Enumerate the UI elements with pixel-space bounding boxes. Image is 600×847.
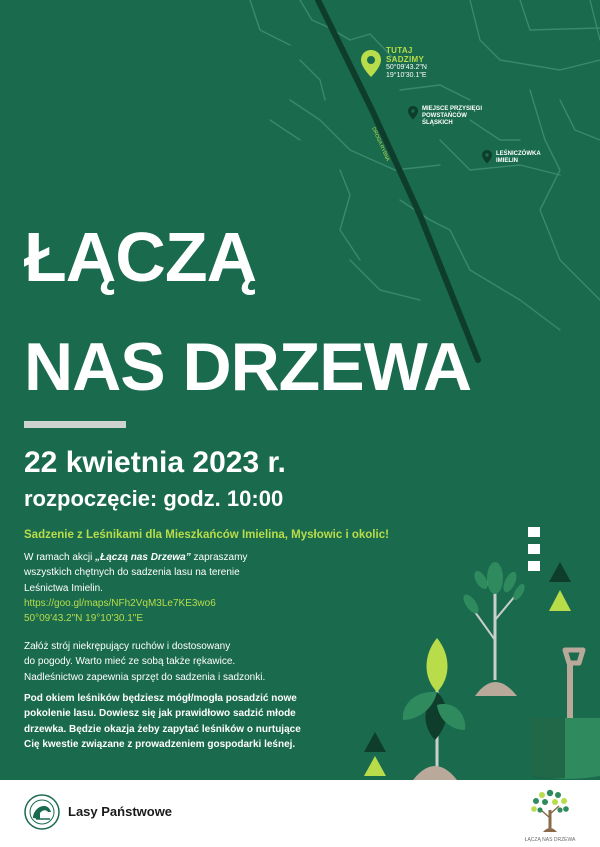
- triangle-decoration: [549, 562, 571, 582]
- event-date: 22 kwietnia 2023 r.: [24, 446, 286, 479]
- planting-illustration: [355, 520, 600, 780]
- title-divider: [24, 421, 126, 428]
- org-name: Lasy Państwowe: [68, 804, 173, 819]
- maps-link[interactable]: https://goo.gl/maps/NFh2VqM3Le7KE3wo6: [24, 597, 216, 609]
- pin-2-line: POWSTAŃCÓW: [422, 112, 467, 119]
- leaf-icon: [403, 638, 465, 780]
- p3-line: pokolenie lasu. Dowiesz się jak prawidłowo sadzić młode: [24, 708, 296, 720]
- p3-line: Pod okiem leśników będziesz mógł/mogła posadzić nowe: [24, 693, 297, 704]
- pin-2-label: [422, 106, 482, 127]
- headline-line-1: ŁĄCZĄ: [24, 218, 257, 296]
- footer: [0, 780, 600, 847]
- pin-3-line: LEŚNICZÓWKA: [496, 151, 541, 157]
- pin-3-line: IMIELIN: [496, 157, 518, 164]
- road-label: DROGA RYBNA: [370, 126, 391, 163]
- white-square-decoration: [528, 527, 540, 537]
- paragraph-clothing: [24, 639, 334, 685]
- tree-sapling-icon: [461, 562, 527, 696]
- p1-line-3: Leśnictwa Imielin.: [24, 582, 103, 594]
- pin-2-line: ŚLĄSKICH: [422, 119, 453, 126]
- pin-main-lon: 19°10'30.1"E: [386, 72, 427, 80]
- pin-main-title-2: SADZIMY: [386, 55, 425, 65]
- headline-line-2: NAS DRZEWA: [24, 329, 472, 405]
- map-pin-icon: [482, 150, 492, 164]
- map-pin-icon: [408, 106, 418, 120]
- pin-2-line: MIEJSCE PRZYSIĘGI: [422, 106, 483, 112]
- white-square-decoration: [528, 544, 540, 554]
- paragraph-invitation: [24, 550, 334, 626]
- white-square-decoration: [528, 561, 540, 571]
- action-name: „Łączą nas Drzewa”: [95, 552, 191, 563]
- pin-main-title-1: TUTAJ: [386, 46, 413, 55]
- paragraph-foresters: [24, 691, 334, 752]
- p2-line: do pogody. Warto mieć ze sobą także rękawice.: [24, 656, 236, 668]
- pin-main-lat: 50°09'43.2"N: [386, 64, 427, 72]
- p1-line-2: wszystkich chętnych do sadzenia lasu na terenie: [24, 567, 240, 579]
- p3-line: drzewka. Będzie okazja żeby zapytać leśników o nurtujące: [24, 723, 301, 735]
- triangle-decoration: [364, 756, 386, 776]
- pin-3-label: [496, 151, 541, 165]
- pin-main-label: [386, 46, 427, 80]
- coordinates: 50°09'43.2"N 19°10'30.1"E: [24, 613, 144, 625]
- p2-line: Załóż strój niekrępujący ruchów i dostosowany: [24, 641, 231, 652]
- p2-line: Nadleśnictwo zapewnia sprzęt do sadzenia i sadzonki.: [24, 671, 266, 683]
- shovel-icon: [531, 644, 600, 779]
- p3-line: Cię kwestie związane z prowadzeniem gospodarki leśnej.: [24, 738, 296, 750]
- event-logo-text: ŁĄCZĄ NAS DRZEWA: [524, 837, 576, 843]
- lasy-panstwowe-logo: [24, 794, 60, 830]
- triangle-decoration: [549, 590, 571, 611]
- tree-logo-icon: [521, 784, 579, 844]
- p1-intro: W ramach akcji: [24, 552, 96, 563]
- event-start-time: rozpoczęcie: godz. 10:00: [24, 486, 284, 511]
- p1-rest: zapraszamy: [190, 552, 248, 563]
- map-pin-icon: [361, 50, 381, 77]
- event-subtitle: Sadzenie z Leśnikami dla Mieszkańców Imielina, Mysłowic i okolic!: [24, 529, 389, 541]
- triangle-decoration: [364, 732, 386, 752]
